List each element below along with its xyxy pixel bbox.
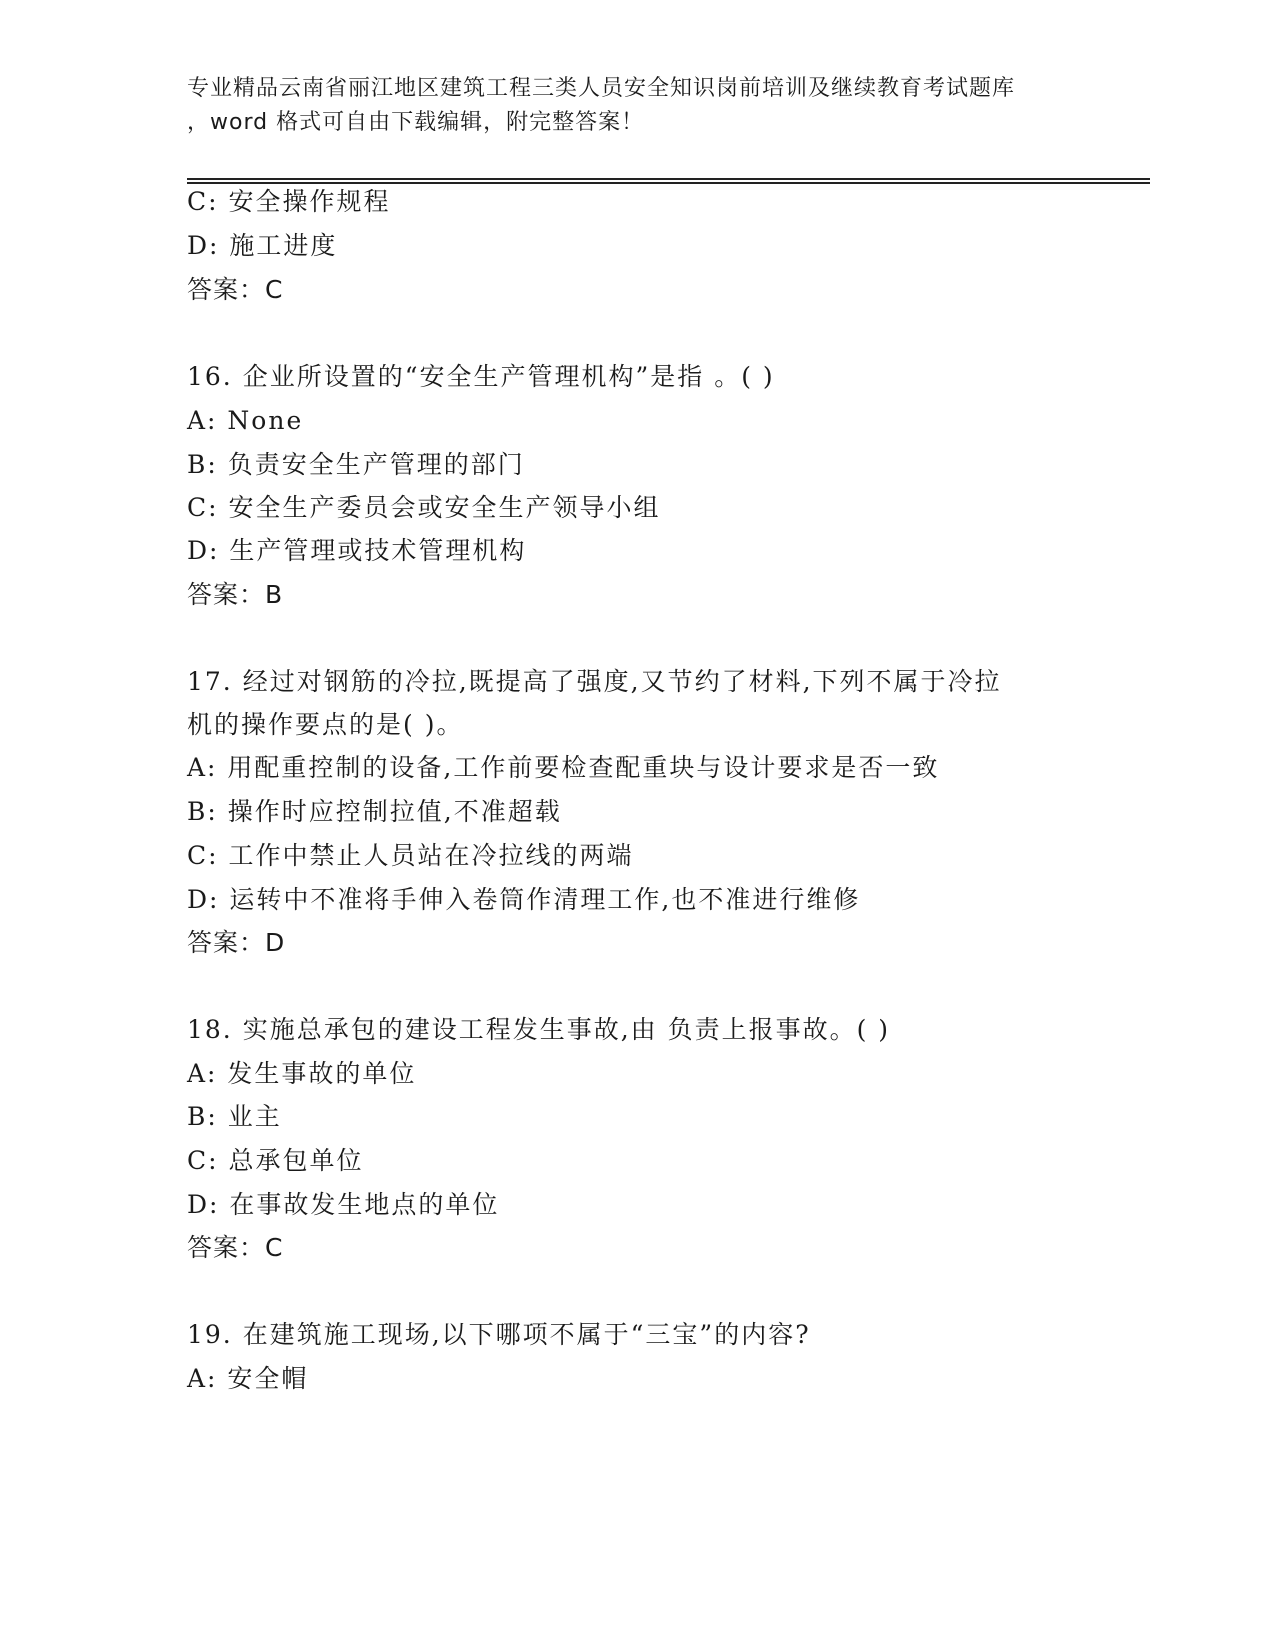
q17-question-line1: 17. 经过对钢筋的冷拉,既提高了强度,又节约了材料,下列不属于冷拉 [187,667,1002,696]
header-divider-top [187,178,1150,180]
q17-option-d: D: 运转中不准将手伸入卷筒作清理工作,也不准进行维修 [187,885,861,914]
q18-option-c: C: 总承包单位 [187,1146,364,1175]
q18-option-b: B: 业主 [187,1102,282,1131]
q16-answer: 答案：B [187,580,284,609]
header-subtitle-line: ，word 格式可自由下载编辑，附完整答案！ [187,110,645,135]
q18-answer: 答案：C [187,1233,284,1262]
q18-option-d: D: 在事故发生地点的单位 [187,1190,500,1219]
q19-question: 19. 在建筑施工现场,以下哪项不属于“三宝”的内容? [187,1320,811,1349]
q16-option-c: C: 安全生产委员会或安全生产领导小组 [187,493,661,522]
q19-option-a: A: 安全帽 [187,1364,309,1393]
q17-option-c: C: 工作中禁止人员站在冷拉线的两端 [187,841,634,870]
q17-option-b: B: 操作时应控制拉值,不准超载 [187,797,562,826]
document-header [187,72,1087,140]
q17-option-a: A: 用配重控制的设备,工作前要检查配重块与设计要求是否一致 [187,753,940,782]
q15-option-d: D: 施工进度 [187,231,338,260]
header-title-line: 专业精品云南省丽江地区建筑工程三类人员安全知识岗前培训及继续教育考试题库 [187,76,1016,101]
q16-option-a: A: None [187,406,304,435]
q16-question: 16. 企业所设置的“安全生产管理机构”是指 。( ) [187,362,775,391]
q17-question-line2: 机的操作要点的是( )。 [187,710,464,739]
q15-option-c: C: 安全操作规程 [187,187,391,216]
q16-option-d: D: 生产管理或技术管理机构 [187,536,527,565]
q18-option-a: A: 发生事故的单位 [187,1059,417,1088]
q18-question: 18. 实施总承包的建设工程发生事故,由 负责上报事故。( ) [187,1015,891,1044]
q17-answer: 答案：D [187,928,286,957]
header-divider-bottom [187,182,1150,184]
q16-option-b: B: 负责安全生产管理的部门 [187,450,525,479]
q15-answer: 答案：C [187,275,284,304]
